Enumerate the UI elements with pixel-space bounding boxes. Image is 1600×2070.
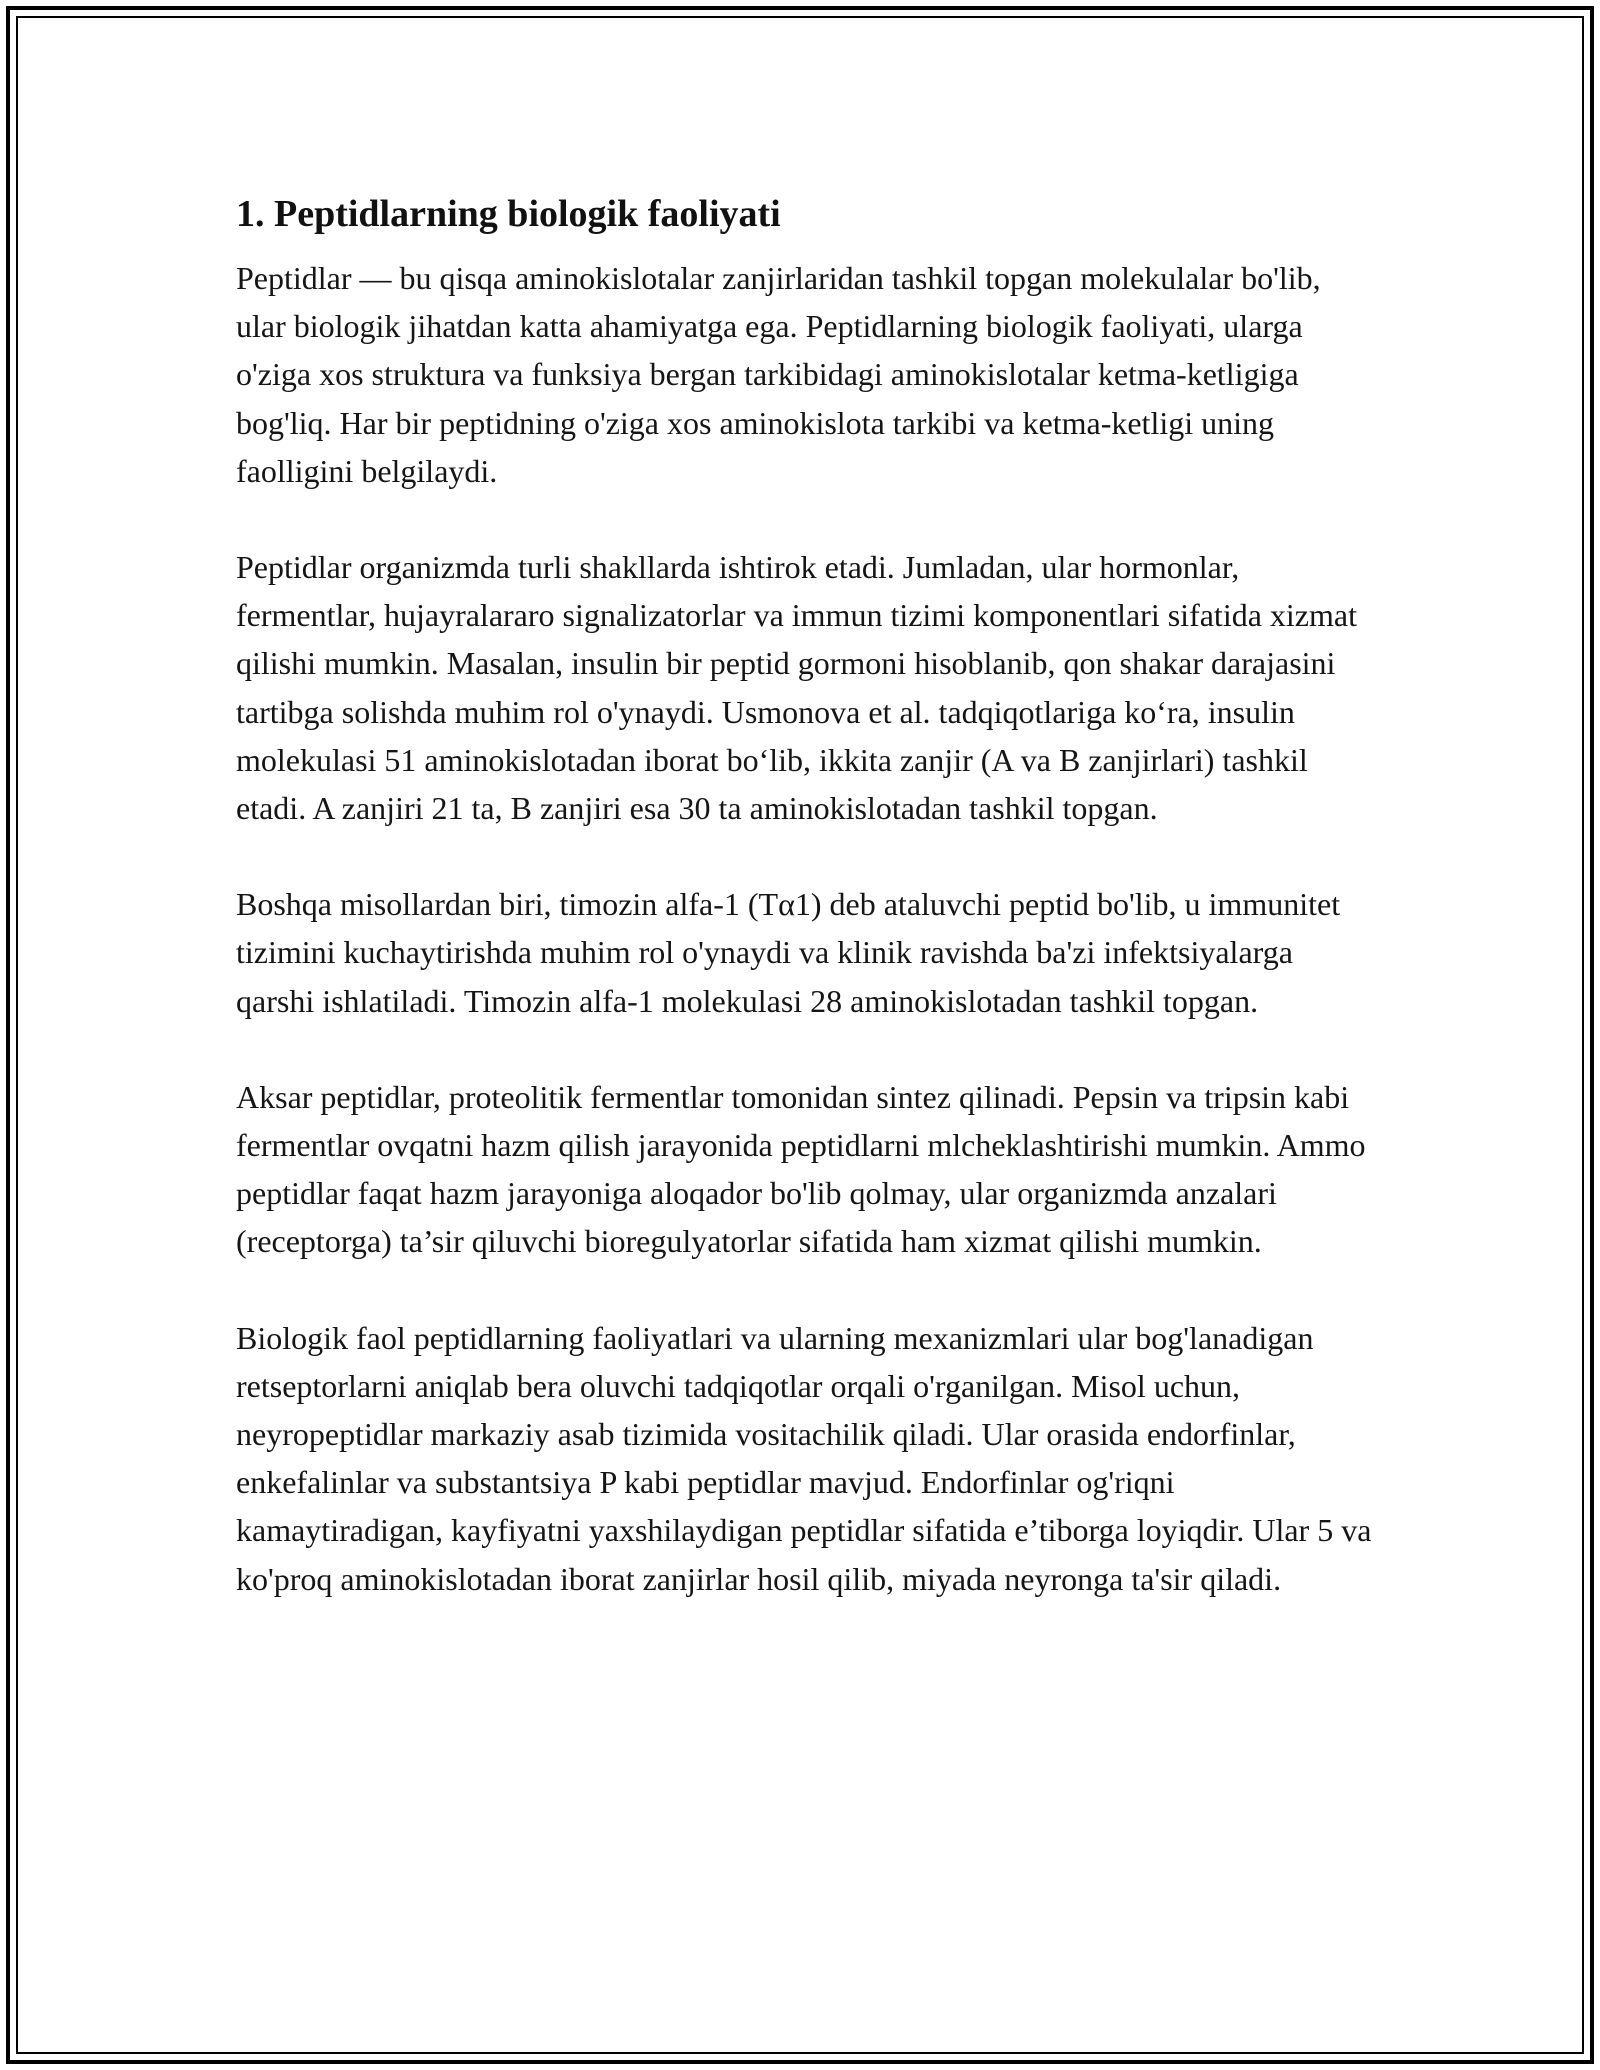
paragraph-2: Peptidlar organizmda turli shakllarda ishtirok etadi. Jumladan, ular hormonlar, fermentlar, hujayralararo signalizatorlar va immun tizimi komponentlari sifatida xizmat qilishi mumkin. Masalan, insulin bir peptid gormoni hisoblanib, qon shakar darajasini tartibga solishda muhim rol o'ynaydi. Usmonova et al. tadqiqotlariga koʻra, insulin molekulasi 51 aminokislotadan iborat boʻlib, ikkita zanjir (A va B zanjirlari) tashkil etadi. A zanjiri 21 ta, B zanjiri esa 30 ta aminokislotadan tashkil topgan. — [236, 549, 1357, 827]
paragraph-3: Boshqa misollardan biri, timozin alfa-1 (Tα1) deb ataluvchi peptid bo'lib, u immunitet tizimini kuchaytirishda muhim rol o'ynaydi va klinik ravishda ba'zi infektsiyalarga qarshi ishlatiladi. Timozin alfa-1 molekulasi 28 aminokislotadan tashkil topgan. — [236, 886, 1341, 1019]
document-body — [236, 182, 1376, 1603]
paragraph-1: Peptidlar — bu qisqa aminokislotalar zanjirlaridan tashkil topgan molekulalar bo'lib, ular biologik jihatdan katta ahamiyatga ega. Peptidlarning biologik faoliyati, ularga o'ziga xos struktura va funksiya bergan tarkibidagi aminokislotalar ketma-ketligiga bog'liq. Har bir peptidning o'ziga xos aminokislota tarkibi va ketma-ketligi uning faolligini belgilaydi. — [236, 260, 1321, 489]
paragraph-5: Biologik faol peptidlarning faoliyatlari va ularning mexanizmlari ular bog'lanadigan retseptorlarni aniqlab bera oluvchi tadqiqotlar orqali o'rganilgan. Misol uchun, neyropeptidlar markaziy asab tizimida vositachilik qiladi. Ular orasida endorfinlar, enkefalinlar va substantsiya P kabi peptidlar mavjud. Endorfinlar og'riqni kamaytiradigan, kayfiyatni yaxshilaydigan peptidlar sifatida e’tiborga loyiqdir. Ular 5 va ko'proq aminokislotadan iborat zanjirlar hosil qilib, miyada neyronga ta'sir qiladi. — [236, 1319, 1372, 1597]
paragraph-4: Aksar peptidlar, proteolitik fermentlar tomonidan sintez qilinadi. Pepsin va tripsin kabi fermentlar ovqatni hazm qilish jarayonida peptidlarni mlcheklashtirishi mumkin. Ammo peptidlar faqat hazm jarayoniga aloqador bo'lib qolmay, ular organizmda anzalari (receptorga) ta’sir qiluvchi bioregulyatorlar sifatida ham xizmat qilishi mumkin. — [236, 1078, 1366, 1260]
section-heading: 1. Peptidlarning biologik faoliyati — [236, 193, 781, 235]
